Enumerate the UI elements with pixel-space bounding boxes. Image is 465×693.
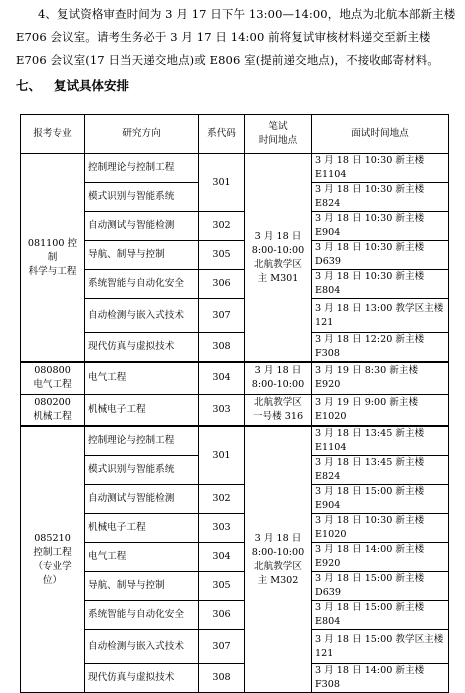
section-heading xyxy=(16,76,129,94)
table-row xyxy=(21,154,449,183)
direction-cell: 自动测试与智能检测 xyxy=(85,485,199,514)
major-cell: 085210 控制工程 （专业学 位） xyxy=(21,426,85,693)
major-cell: 080800 电气工程 xyxy=(21,362,85,394)
direction-cell: 机械电子工程 xyxy=(85,514,199,543)
header-major: 报考专业 xyxy=(21,115,85,154)
code-cell: 301 xyxy=(199,154,245,212)
direction-cell: 机械电子工程 xyxy=(85,394,199,426)
notice-text: 4、复试资格审查时间为 3 月 17 日下午 13:00—14:00，地点为北航本部新主楼 E706 会议室。请考生务必于 3 月 17 日 14:00 前将复试审核材料递交至新主楼 E706 会议室(17 日当天递交地点)或 E806 室(提前递交地点)，不接收邮寄材料。 xyxy=(16,7,456,67)
interview-cell: 3 月 18 日 10:30 新主楼 E1104 xyxy=(312,154,449,183)
code-cell: 307 xyxy=(199,630,245,664)
table-row xyxy=(21,299,449,333)
table-row xyxy=(21,394,449,426)
direction-cell: 电气工程 xyxy=(85,543,199,572)
table-row xyxy=(21,362,449,394)
direction-cell: 现代仿真与虚拟技术 xyxy=(85,664,199,693)
table-row xyxy=(21,630,449,664)
table-row xyxy=(21,601,449,630)
written-exam-cell: 3 月 18 日 8:00-10:00 北航教学区 主 M302 xyxy=(245,426,312,693)
code-cell: 305 xyxy=(199,241,245,270)
interview-cell: 3 月 18 日 14:00 新主楼 F308 xyxy=(312,664,449,693)
table-row xyxy=(21,543,449,572)
table-row xyxy=(21,426,449,456)
code-cell: 304 xyxy=(199,362,245,394)
header-interview: 面试时间地点 xyxy=(312,115,449,154)
code-cell: 308 xyxy=(199,664,245,693)
table-row xyxy=(21,333,449,363)
header-written: 笔试 时间地点 xyxy=(245,115,312,154)
table-header-row xyxy=(21,115,449,154)
direction-cell: 自动检测与嵌入式技术 xyxy=(85,630,199,664)
written-exam-cell: 3 月 18 日 8:00-10:00 xyxy=(245,362,312,394)
table-row xyxy=(21,270,449,299)
written-exam-cell: 北航教学区 一号楼 316 xyxy=(245,394,312,426)
direction-cell: 控制理论与控制工程 xyxy=(85,426,199,456)
major-cell: 080200 机械工程 xyxy=(21,394,85,426)
written-exam-cell: 3 月 18 日 8:00-10:00 北航教学区 主 M301 xyxy=(245,154,312,363)
major-cell: 081100 控制 科学与工程 xyxy=(21,154,85,363)
direction-cell: 自动检测与嵌入式技术 xyxy=(85,299,199,333)
code-cell: 303 xyxy=(199,514,245,543)
direction-cell: 模式识别与智能系统 xyxy=(85,456,199,485)
interview-cell: 3 月 18 日 14:00 新主楼 E920 xyxy=(312,543,449,572)
table-row xyxy=(21,572,449,601)
direction-cell: 导航、制导与控制 xyxy=(85,241,199,270)
interview-cell: 3 月 19 日 8:30 新主楼 E920 xyxy=(312,362,449,394)
direction-cell: 控制理论与控制工程 xyxy=(85,154,199,183)
interview-cell: 3 月 18 日 13:00 教学区主楼 121 xyxy=(312,299,449,333)
code-cell: 306 xyxy=(199,601,245,630)
interview-cell: 3 月 18 日 10:30 新主楼 E824 xyxy=(312,183,449,212)
interview-cell: 3 月 18 日 10:30 新主楼 E804 xyxy=(312,270,449,299)
section-title: 复试具体安排 xyxy=(54,78,130,93)
code-cell: 304 xyxy=(199,543,245,572)
table-row xyxy=(21,664,449,693)
interview-cell: 3 月 18 日 10:30 新主楼 E1020 xyxy=(312,514,449,543)
interview-cell: 3 月 18 日 15:00 新主楼 E904 xyxy=(312,485,449,514)
interview-cell: 3 月 18 日 10:30 新主楼 E904 xyxy=(312,212,449,241)
direction-cell: 系统智能与自动化安全 xyxy=(85,601,199,630)
interview-cell: 3 月 18 日 15:00 教学区主楼 121 xyxy=(312,630,449,664)
header-direction: 研究方向 xyxy=(85,115,199,154)
interview-cell: 3 月 18 日 13:45 新主楼 E1104 xyxy=(312,426,449,456)
section-number: 七、 xyxy=(16,78,42,93)
table-row xyxy=(21,514,449,543)
code-cell: 307 xyxy=(199,299,245,333)
code-cell: 306 xyxy=(199,270,245,299)
direction-cell: 导航、制导与控制 xyxy=(85,572,199,601)
direction-cell: 模式识别与智能系统 xyxy=(85,183,199,212)
interview-cell: 3 月 18 日 15:00 新主楼 E804 xyxy=(312,601,449,630)
table-row xyxy=(21,485,449,514)
table-row xyxy=(21,241,449,270)
interview-cell: 3 月 18 日 10:30 新主楼 D639 xyxy=(312,241,449,270)
table-row xyxy=(21,212,449,241)
direction-cell: 现代仿真与虚拟技术 xyxy=(85,333,199,363)
code-cell: 301 xyxy=(199,426,245,485)
interview-cell: 3 月 18 日 12:20 新主楼 F308 xyxy=(312,333,449,363)
schedule-table xyxy=(20,114,449,693)
code-cell: 302 xyxy=(199,212,245,241)
direction-cell: 电气工程 xyxy=(85,362,199,394)
interview-cell: 3 月 18 日 13:45 新主楼 E824 xyxy=(312,456,449,485)
notice-paragraph xyxy=(16,3,456,72)
code-cell: 308 xyxy=(199,333,245,363)
header-code: 系代码 xyxy=(199,115,245,154)
direction-cell: 自动测试与智能检测 xyxy=(85,212,199,241)
code-cell: 302 xyxy=(199,485,245,514)
direction-cell: 系统智能与自动化安全 xyxy=(85,270,199,299)
code-cell: 303 xyxy=(199,394,245,426)
interview-cell: 3 月 19 日 9:00 新主楼 E1020 xyxy=(312,394,449,426)
interview-cell: 3 月 18 日 15:00 新主楼 D639 xyxy=(312,572,449,601)
code-cell: 305 xyxy=(199,572,245,601)
